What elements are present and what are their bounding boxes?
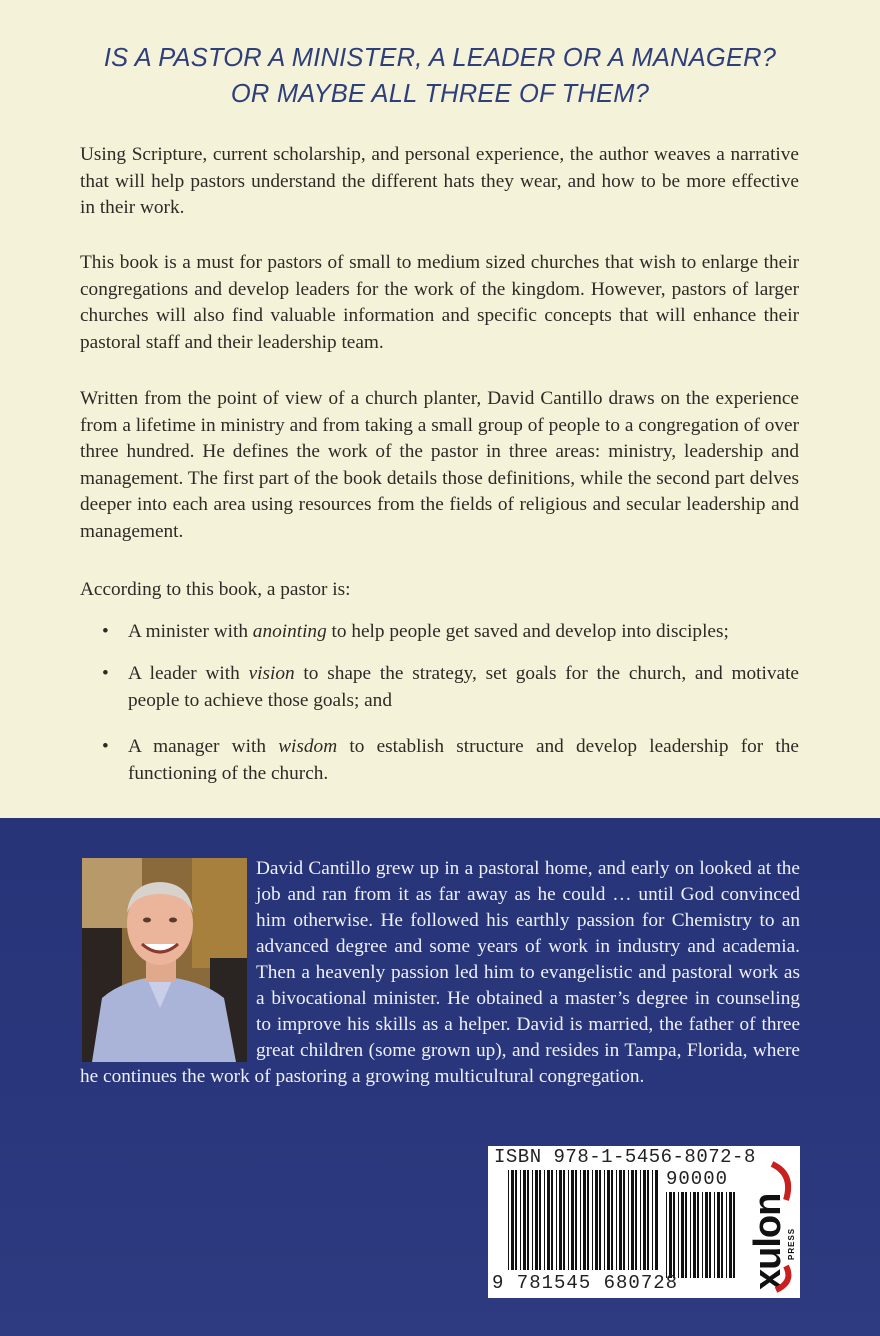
bullet-item: [102, 619, 799, 646]
barcode-bar: [705, 1192, 708, 1278]
bullet-item: [102, 734, 799, 787]
barcode-bar: [635, 1170, 637, 1270]
headline-line-1: IS A PASTOR A MINISTER, A LEADER OR A MANAGER?: [103, 44, 777, 72]
svg-text:PRESS: PRESS: [787, 1227, 796, 1260]
addon-barcode-icon: [666, 1192, 738, 1278]
bullet-emphasis: wisdom: [278, 736, 338, 757]
bullet-text-end: to establish structure and develop leadership for the functioning of the church.: [128, 736, 799, 784]
barcode-bar: [511, 1170, 514, 1270]
barcode-bar: [532, 1170, 533, 1270]
barcode-bar: [655, 1170, 658, 1270]
ean-barcode-icon: [508, 1170, 658, 1270]
barcode-bar: [693, 1192, 696, 1278]
bullet-dot: •: [102, 736, 109, 757]
barcode-bar: [702, 1192, 703, 1278]
barcode-bar: [717, 1192, 720, 1278]
barcode-bar: [539, 1170, 541, 1270]
barcode-bar: [685, 1192, 687, 1278]
barcode-bar: [643, 1170, 646, 1270]
barcode-bar: [666, 1192, 667, 1278]
barcode-bar: [592, 1170, 593, 1270]
barcode-bar: [669, 1192, 672, 1278]
bullet-text-end: to shape the strategy, set goals for the church, and motivate people to achieve those goals; and: [128, 663, 799, 711]
barcode-bar: [652, 1170, 653, 1270]
barcode-bar: [619, 1170, 622, 1270]
isbn-barcode-panel: [488, 1146, 800, 1298]
barcode-bar: [515, 1170, 517, 1270]
svg-text:xulon: xulon: [747, 1193, 789, 1290]
bullet-emphasis: vision: [248, 663, 295, 684]
barcode-bar: [623, 1170, 625, 1270]
barcode-bar: [681, 1192, 684, 1278]
barcode-bar: [607, 1170, 610, 1270]
barcode-bar: [563, 1170, 565, 1270]
barcode-bar: [547, 1170, 550, 1270]
barcode-bar: [595, 1170, 598, 1270]
bullet-text: [128, 661, 799, 714]
barcode-bar: [568, 1170, 569, 1270]
bullet-text-end: to help people get saved and develop into disciples;: [326, 621, 729, 642]
barcode-bar: [690, 1192, 691, 1278]
barcode-bar: [508, 1170, 509, 1270]
barcode-bar: [527, 1170, 529, 1270]
barcode-bar: [611, 1170, 613, 1270]
barcode-bar: [544, 1170, 545, 1270]
headline-line-2: OR MAYBE ALL THREE OF THEM?: [230, 80, 650, 108]
isbn-number: ISBN 978-1-5456-8072-8: [494, 1146, 756, 1168]
ean-digits: 9 781545 680728: [492, 1272, 679, 1294]
barcode-bar: [523, 1170, 526, 1270]
barcode-bar: [709, 1192, 711, 1278]
barcode-bar: [647, 1170, 649, 1270]
barcode-bar: [697, 1192, 699, 1278]
barcode-bar: [726, 1192, 727, 1278]
bullet-text-start: A leader with: [128, 663, 249, 684]
bullet-text-start: A manager with: [128, 736, 279, 757]
author-bio-text: David Cantillo grew up in a pastoral home, and early on looked at the job and ran from it as far away as he could … until God convinced him otherwise. He followed his earthly passion for Chemistry to an advanced degree and some years of work in industry and academia. Then a heavenly passion led him to evangelistic and pastoral work as a bivocational minister. He obtained a master’s degree in counseling to improve his skills as a helper. David is married, the father of three great children (some grown up), and resides in Tampa, Florida, where he continues the work of pastoring a growing multicultural congregation.: [80, 858, 800, 1087]
barcode-bar: [583, 1170, 586, 1270]
price-code: 90000: [666, 1168, 729, 1190]
barcode-bar: [587, 1170, 589, 1270]
barcode-bar: [559, 1170, 562, 1270]
bullet-emphasis: anointing: [252, 621, 327, 642]
bullet-text-start: A minister with: [128, 621, 253, 642]
description-paragraph: Written from the point of view of a church planter, David Cantillo draws on the experience from a lifetime in ministry and from taking a small group of people to a congregation of over three hundred. He defines the work of the pastor in three areas: ministry, leadership and management. The first part of the book details those definitions, while the second part delves deeper into each area using resources from the fields of religious and secular leadership and management.: [80, 388, 799, 542]
barcode-bar: [628, 1170, 629, 1270]
photo-spacer: [80, 856, 256, 1062]
barcode-bar: [678, 1192, 679, 1278]
description-paragraph: Using Scripture, current scholarship, and personal experience, the author weaves a narrative that will help pastors understand the different hats they wear, and how to be more effective in their work.: [80, 144, 799, 218]
barcode-bar: [733, 1192, 735, 1278]
barcode-bar: [520, 1170, 521, 1270]
description-paragraph: This book is a must for pastors of small to medium sized churches that wish to enlarge their congregations and develop leaders for the work of the kingdom. However, pastors of larger churches will also find valuable information and specific concepts that will enhance their pastoral staff and their leadership team.: [80, 252, 799, 353]
author-bio: [80, 856, 800, 1090]
barcode-bar: [575, 1170, 577, 1270]
bullet-text: [128, 619, 799, 646]
bullet-item: [102, 661, 799, 714]
bullet-dot: •: [102, 663, 109, 684]
barcode-bar: [640, 1170, 641, 1270]
barcode-bar: [535, 1170, 538, 1270]
barcode-bar: [631, 1170, 634, 1270]
bullet-text: [128, 734, 799, 787]
barcode-bar: [729, 1192, 732, 1278]
barcode-bar: [673, 1192, 675, 1278]
barcode-bar: [714, 1192, 715, 1278]
barcode-bar: [604, 1170, 605, 1270]
barcode-bar: [556, 1170, 557, 1270]
barcode-bar: [599, 1170, 601, 1270]
list-intro: According to this book, a pastor is:: [80, 579, 351, 600]
barcode-bar: [580, 1170, 581, 1270]
xulon-press-logo: [742, 1154, 798, 1294]
barcode-bar: [571, 1170, 574, 1270]
barcode-bar: [551, 1170, 553, 1270]
barcode-bar: [721, 1192, 723, 1278]
bullet-dot: •: [102, 621, 109, 642]
barcode-bar: [616, 1170, 617, 1270]
